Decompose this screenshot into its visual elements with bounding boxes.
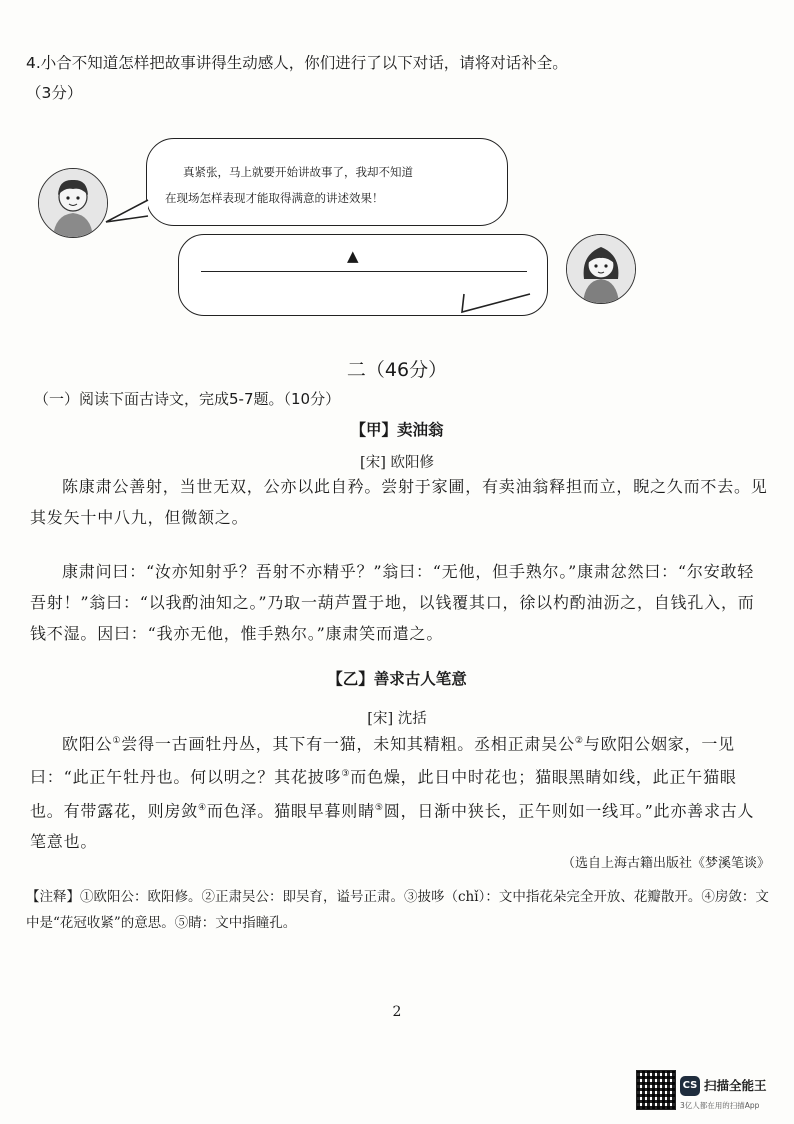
girl-avatar: [566, 234, 636, 304]
answer-blank-line[interactable]: [201, 271, 527, 272]
passage-b-title: 【乙】善求古人笔意: [327, 670, 467, 688]
blank-marker-icon: ▲: [347, 247, 359, 265]
boy-avatar: [38, 168, 108, 238]
note-ref-3: ③: [341, 769, 351, 780]
passage-b-text-3: 与欧阳公姻家，一见曰：“此正午牡丹也。何以明之？其花披哆: [30, 734, 735, 787]
passage-b-text-4: 而色燥，此日中时花也；猫眼黑睛如线，此正午猫眼也。有带露花，则房敛: [30, 767, 737, 820]
passage-b-text-2: 尝得一古画牡丹丛，其下有一猫，未知其精粗。丞相正肃吴公: [121, 734, 575, 754]
note-ref-1: ①: [112, 736, 122, 746]
note-ref-2: ②: [574, 736, 584, 746]
passage-a-paragraph-1: 陈康肃公善射，当世无双，公亦以此自矜。尝射于家圃，有卖油翁释担而立，睨之久而不去。见其发矢十中八九，但微颔之。: [30, 477, 768, 527]
passage-b-source: （选自上海古籍出版社《梦溪笔谈》: [561, 856, 770, 871]
boy-illustration: [39, 169, 107, 237]
camscanner-logo-icon: CS: [680, 1076, 700, 1096]
bubble-boy-line2: 在现场怎样表现才能取得满意的讲述效果！: [165, 191, 384, 205]
bubble-girl-tail: [460, 290, 552, 320]
annotations: 【注释】①欧阳公：欧阳修。②正肃吴公：即吴育，谥号正肃。③披哆（chǐ）：文中指花朵完全开放、花瓣散开。④房敛：文中是“花冠收紧”的意思。⑤睛：文中指瞳孔。: [26, 889, 769, 931]
question-4-score: （3分）: [26, 84, 83, 102]
question-4: [26, 48, 766, 108]
section-2-title: 二（46分）: [346, 359, 448, 381]
camscanner-name: 扫描全能王: [704, 1078, 767, 1093]
section-2-subtitle: （一）阅读下面古诗文，完成5-7题。（10分）: [34, 390, 341, 408]
page-number: 2: [392, 1004, 402, 1020]
passage-b-text-6: 圆，日渐中狭长，正午则如一线耳。”此亦善求古人笔意也。: [30, 800, 755, 851]
girl-illustration: [567, 235, 635, 303]
question-4-text: 4.小合不知道怎样把故事讲得生动感人，你们进行了以下对话，请将对话补全。: [26, 54, 568, 72]
passage-b-paragraph: [30, 726, 770, 857]
passage-a-title: 【甲】卖油翁: [350, 421, 444, 439]
qr-code: [636, 1070, 676, 1110]
passage-b-author: [宋] 沈括: [367, 711, 427, 727]
camscanner-tagline: 3亿人都在用的扫描App: [680, 1101, 760, 1110]
passage-a-paragraph-2: 康肃问曰：“汝亦知射乎？吾射不亦精乎？”翁曰：“无他，但手熟尔。”康肃忿然曰：“尔安敢轻吾射！”翁曰：“以我酌油知之。”乃取一葫芦置于地，以钱覆其口，徐以杓酌油沥之，自钱孔入，而钱不湿。因曰：“我亦无他，惟手熟尔。”康肃笑而遣之。: [30, 562, 755, 643]
bubble-boy-tail: [104, 196, 154, 226]
passage-b-text-1: 欧阳公: [62, 734, 113, 754]
speech-bubble-boy: [146, 138, 508, 226]
passage-b-text-5: 而色泽。猫眼早暮则睛: [206, 800, 375, 820]
note-ref-4: ④: [198, 802, 207, 813]
note-ref-5: ⑤: [374, 802, 384, 813]
qr-code-icon: [636, 1070, 676, 1110]
passage-a-author: [宋] 欧阳修: [360, 455, 434, 471]
bubble-boy-line1: 真紧张，马上就要开始讲故事了，我却不知道: [183, 165, 413, 179]
